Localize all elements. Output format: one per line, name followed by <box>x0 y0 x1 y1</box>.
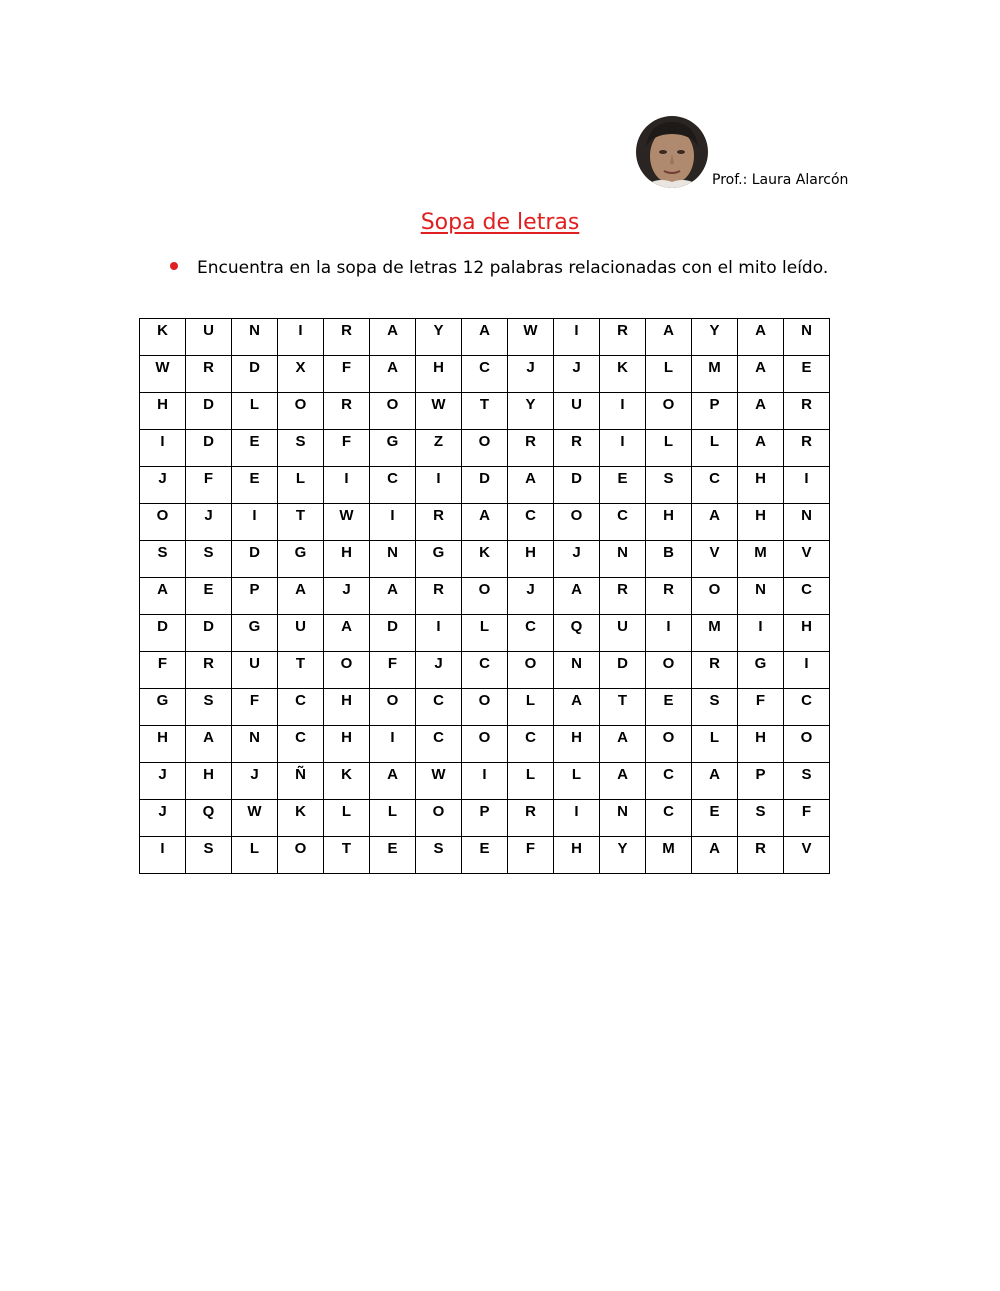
grid-cell[interactable]: H <box>738 726 784 763</box>
grid-cell[interactable]: J <box>508 578 554 615</box>
grid-row <box>140 652 830 689</box>
grid-cell[interactable]: W <box>416 763 462 800</box>
grid-cell[interactable]: A <box>462 319 508 356</box>
grid-cell[interactable]: L <box>324 800 370 837</box>
grid-cell[interactable]: K <box>600 356 646 393</box>
grid-cell[interactable]: I <box>554 319 600 356</box>
grid-cell[interactable]: R <box>554 430 600 467</box>
grid-cell[interactable]: Q <box>554 615 600 652</box>
grid-cell[interactable]: S <box>186 689 232 726</box>
grid-cell[interactable]: C <box>508 726 554 763</box>
grid-cell[interactable]: E <box>692 800 738 837</box>
grid-cell[interactable]: F <box>232 689 278 726</box>
grid-cell[interactable]: S <box>186 541 232 578</box>
grid-cell[interactable]: I <box>462 763 508 800</box>
grid-cell[interactable]: F <box>140 652 186 689</box>
grid-cell[interactable]: U <box>186 319 232 356</box>
grid-cell[interactable]: L <box>508 689 554 726</box>
grid-cell[interactable]: E <box>232 467 278 504</box>
grid-cell[interactable]: E <box>462 837 508 874</box>
grid-cell[interactable]: A <box>738 430 784 467</box>
grid-row <box>140 319 830 356</box>
grid-cell[interactable]: L <box>462 615 508 652</box>
grid-cell[interactable]: D <box>232 541 278 578</box>
grid-cell[interactable]: W <box>416 393 462 430</box>
grid-cell[interactable]: D <box>370 615 416 652</box>
grid-cell[interactable]: Y <box>600 837 646 874</box>
grid-cell[interactable]: T <box>278 652 324 689</box>
grid-cell[interactable]: L <box>232 393 278 430</box>
grid-cell[interactable]: R <box>416 578 462 615</box>
grid-cell[interactable]: A <box>646 319 692 356</box>
grid-row <box>140 504 830 541</box>
grid-cell[interactable]: H <box>554 726 600 763</box>
grid-cell[interactable]: S <box>692 689 738 726</box>
grid-cell[interactable]: N <box>738 578 784 615</box>
grid-cell[interactable]: D <box>554 467 600 504</box>
grid-cell[interactable]: K <box>278 800 324 837</box>
grid-cell[interactable]: H <box>554 837 600 874</box>
grid-cell[interactable]: T <box>324 837 370 874</box>
grid-cell[interactable]: P <box>462 800 508 837</box>
grid-cell[interactable]: L <box>278 467 324 504</box>
grid-cell[interactable]: A <box>370 763 416 800</box>
grid-cell[interactable]: F <box>324 430 370 467</box>
page-title: Sopa de letras <box>420 210 580 235</box>
grid-cell[interactable]: D <box>232 356 278 393</box>
grid-cell[interactable]: A <box>508 467 554 504</box>
grid-cell[interactable]: C <box>784 689 830 726</box>
grid-cell[interactable]: O <box>462 689 508 726</box>
grid-cell[interactable]: D <box>140 615 186 652</box>
grid-cell[interactable]: A <box>554 578 600 615</box>
grid-cell[interactable]: H <box>646 504 692 541</box>
grid-cell[interactable]: W <box>140 356 186 393</box>
grid-cell[interactable]: O <box>278 837 324 874</box>
grid-cell[interactable]: J <box>508 356 554 393</box>
grid-cell[interactable]: L <box>554 763 600 800</box>
grid-cell[interactable]: L <box>508 763 554 800</box>
grid-cell[interactable]: R <box>324 319 370 356</box>
grid-cell[interactable]: Z <box>416 430 462 467</box>
grid-cell[interactable]: A <box>600 763 646 800</box>
grid-row <box>140 578 830 615</box>
grid-cell[interactable]: L <box>646 356 692 393</box>
grid-row <box>140 356 830 393</box>
grid-cell[interactable]: U <box>278 615 324 652</box>
grid-cell[interactable]: H <box>738 467 784 504</box>
grid-cell[interactable]: G <box>370 430 416 467</box>
grid-cell[interactable]: A <box>140 578 186 615</box>
grid-row <box>140 467 830 504</box>
grid-cell[interactable]: H <box>784 615 830 652</box>
grid-row <box>140 837 830 874</box>
grid-cell[interactable]: C <box>508 615 554 652</box>
grid-cell[interactable]: I <box>554 800 600 837</box>
grid-cell[interactable]: R <box>600 319 646 356</box>
instruction-text: Encuentra en la sopa de letras 12 palabras relacionadas con el mito leído. <box>197 258 829 278</box>
grid-cell[interactable]: C <box>600 504 646 541</box>
grid-cell[interactable]: I <box>600 393 646 430</box>
grid-cell[interactable]: R <box>784 393 830 430</box>
grid-row <box>140 689 830 726</box>
grid-cell[interactable]: J <box>140 467 186 504</box>
grid-row <box>140 763 830 800</box>
grid-cell[interactable]: K <box>324 763 370 800</box>
grid-cell[interactable]: C <box>462 652 508 689</box>
grid-cell[interactable]: G <box>232 615 278 652</box>
grid-cell[interactable]: C <box>416 689 462 726</box>
grid-cell[interactable]: R <box>646 578 692 615</box>
grid-cell[interactable]: N <box>784 319 830 356</box>
grid-cell[interactable]: A <box>324 615 370 652</box>
grid-cell[interactable]: A <box>600 726 646 763</box>
grid-cell[interactable]: H <box>416 356 462 393</box>
grid-cell[interactable]: D <box>600 652 646 689</box>
grid-cell[interactable]: Y <box>692 319 738 356</box>
grid-cell[interactable]: I <box>416 467 462 504</box>
grid-cell[interactable]: C <box>508 504 554 541</box>
grid-cell[interactable]: K <box>140 319 186 356</box>
grid-cell[interactable]: J <box>186 504 232 541</box>
grid-cell[interactable]: J <box>554 541 600 578</box>
grid-row <box>140 800 830 837</box>
grid-cell[interactable]: A <box>738 319 784 356</box>
grid-cell[interactable]: A <box>738 393 784 430</box>
grid-row <box>140 615 830 652</box>
grid-cell[interactable]: G <box>278 541 324 578</box>
grid-cell[interactable]: S <box>278 430 324 467</box>
grid-cell[interactable]: C <box>416 726 462 763</box>
grid-row <box>140 541 830 578</box>
grid-cell[interactable]: O <box>462 578 508 615</box>
grid-cell[interactable]: N <box>600 800 646 837</box>
grid-cell[interactable]: E <box>186 578 232 615</box>
grid-cell[interactable]: N <box>370 541 416 578</box>
grid-cell[interactable]: F <box>324 356 370 393</box>
grid-cell[interactable]: D <box>186 430 232 467</box>
grid-cell[interactable]: R <box>738 837 784 874</box>
grid-cell[interactable]: R <box>508 800 554 837</box>
grid-cell[interactable]: J <box>232 763 278 800</box>
grid-cell[interactable]: F <box>186 467 232 504</box>
grid-cell[interactable]: V <box>784 837 830 874</box>
grid-cell[interactable]: S <box>186 837 232 874</box>
grid-cell[interactable]: I <box>370 504 416 541</box>
grid-cell[interactable]: S <box>416 837 462 874</box>
grid-cell[interactable]: M <box>692 356 738 393</box>
grid-cell[interactable]: N <box>600 541 646 578</box>
grid-cell[interactable]: T <box>600 689 646 726</box>
grid-cell[interactable]: O <box>646 393 692 430</box>
grid-row <box>140 726 830 763</box>
grid-cell[interactable]: O <box>324 652 370 689</box>
grid-cell[interactable]: C <box>646 763 692 800</box>
grid-cell[interactable]: H <box>508 541 554 578</box>
grid-cell[interactable]: E <box>646 689 692 726</box>
grid-cell[interactable]: O <box>416 800 462 837</box>
grid-cell[interactable]: O <box>278 393 324 430</box>
grid-cell[interactable]: R <box>600 578 646 615</box>
grid-cell[interactable]: W <box>324 504 370 541</box>
grid-cell[interactable]: P <box>738 763 784 800</box>
grid-cell[interactable]: I <box>278 319 324 356</box>
grid-cell[interactable]: I <box>140 837 186 874</box>
grid-cell[interactable]: E <box>370 837 416 874</box>
grid-cell[interactable]: I <box>646 615 692 652</box>
grid-row <box>140 393 830 430</box>
grid-cell[interactable]: H <box>324 541 370 578</box>
grid-cell[interactable]: M <box>692 615 738 652</box>
grid-cell[interactable]: K <box>462 541 508 578</box>
grid-cell[interactable]: A <box>370 578 416 615</box>
grid-cell[interactable]: O <box>140 504 186 541</box>
grid-cell[interactable]: L <box>370 800 416 837</box>
grid-cell[interactable]: R <box>186 356 232 393</box>
grid-cell[interactable]: O <box>508 652 554 689</box>
grid-cell[interactable]: L <box>692 430 738 467</box>
grid-cell[interactable]: O <box>784 726 830 763</box>
grid-cell[interactable]: E <box>784 356 830 393</box>
grid-cell[interactable]: B <box>646 541 692 578</box>
grid-cell[interactable]: J <box>140 763 186 800</box>
grid-cell[interactable]: A <box>692 763 738 800</box>
grid-cell[interactable]: H <box>738 504 784 541</box>
grid-cell[interactable]: A <box>692 504 738 541</box>
grid-cell[interactable]: Ñ <box>278 763 324 800</box>
grid-cell[interactable]: T <box>278 504 324 541</box>
grid-cell[interactable]: I <box>370 726 416 763</box>
grid-cell[interactable]: C <box>278 689 324 726</box>
grid-cell[interactable]: S <box>784 763 830 800</box>
grid-cell[interactable]: E <box>600 467 646 504</box>
grid-cell[interactable]: C <box>370 467 416 504</box>
grid-cell[interactable]: J <box>416 652 462 689</box>
grid-cell[interactable]: M <box>646 837 692 874</box>
grid-cell[interactable]: Y <box>508 393 554 430</box>
grid-cell[interactable]: I <box>140 430 186 467</box>
grid-cell[interactable]: M <box>738 541 784 578</box>
grid-cell[interactable]: V <box>784 541 830 578</box>
grid-cell[interactable]: A <box>370 319 416 356</box>
grid-cell[interactable]: H <box>324 689 370 726</box>
grid-cell[interactable]: R <box>692 652 738 689</box>
grid-cell[interactable]: L <box>692 726 738 763</box>
grid-cell[interactable]: R <box>186 652 232 689</box>
grid-cell[interactable]: I <box>416 615 462 652</box>
grid-cell[interactable]: R <box>508 430 554 467</box>
grid-cell[interactable]: R <box>324 393 370 430</box>
grid-cell[interactable]: A <box>186 726 232 763</box>
grid-cell[interactable]: I <box>324 467 370 504</box>
grid-cell[interactable]: R <box>416 504 462 541</box>
grid-cell[interactable]: F <box>508 837 554 874</box>
grid-cell[interactable]: E <box>232 430 278 467</box>
grid-cell[interactable]: I <box>232 504 278 541</box>
bullet-icon <box>170 262 178 270</box>
grid-cell[interactable]: N <box>784 504 830 541</box>
grid-cell[interactable]: R <box>784 430 830 467</box>
instruction <box>170 258 828 278</box>
grid-cell[interactable]: P <box>692 393 738 430</box>
grid-cell[interactable]: T <box>462 393 508 430</box>
grid-cell[interactable]: F <box>370 652 416 689</box>
grid-cell[interactable]: G <box>738 652 784 689</box>
grid-cell[interactable]: S <box>646 467 692 504</box>
grid-cell[interactable]: V <box>692 541 738 578</box>
grid-cell[interactable]: D <box>462 467 508 504</box>
grid-cell[interactable]: O <box>370 689 416 726</box>
grid-cell[interactable]: H <box>186 763 232 800</box>
grid-cell[interactable]: O <box>554 504 600 541</box>
grid-cell[interactable]: P <box>232 578 278 615</box>
grid-cell[interactable]: A <box>278 578 324 615</box>
grid-cell[interactable]: G <box>416 541 462 578</box>
grid-cell[interactable]: D <box>186 393 232 430</box>
grid-cell[interactable]: I <box>784 652 830 689</box>
grid-cell[interactable]: I <box>784 467 830 504</box>
grid-cell[interactable]: N <box>232 726 278 763</box>
grid-cell[interactable]: O <box>462 430 508 467</box>
grid-cell[interactable]: Y <box>416 319 462 356</box>
grid-cell[interactable]: O <box>646 652 692 689</box>
grid-cell[interactable]: J <box>324 578 370 615</box>
grid-cell[interactable]: W <box>232 800 278 837</box>
grid-cell[interactable]: O <box>462 726 508 763</box>
grid-cell[interactable]: F <box>784 800 830 837</box>
grid-cell[interactable]: O <box>692 578 738 615</box>
grid-cell[interactable]: C <box>692 467 738 504</box>
grid-cell[interactable]: U <box>600 615 646 652</box>
grid-cell[interactable]: J <box>140 800 186 837</box>
grid-cell[interactable]: C <box>462 356 508 393</box>
grid-cell[interactable]: S <box>140 541 186 578</box>
grid-row <box>140 430 830 467</box>
grid-cell[interactable]: S <box>738 800 784 837</box>
grid-cell[interactable]: U <box>232 652 278 689</box>
grid-cell[interactable]: F <box>738 689 784 726</box>
grid-cell[interactable]: Q <box>186 800 232 837</box>
grid-cell[interactable]: G <box>140 689 186 726</box>
grid-cell[interactable]: J <box>554 356 600 393</box>
grid-cell[interactable]: A <box>370 356 416 393</box>
grid-cell[interactable]: O <box>646 726 692 763</box>
grid-cell[interactable]: H <box>140 393 186 430</box>
grid-cell[interactable]: L <box>232 837 278 874</box>
grid-cell[interactable]: C <box>646 800 692 837</box>
grid-cell[interactable]: I <box>738 615 784 652</box>
grid-cell[interactable]: A <box>738 356 784 393</box>
teacher-name: Prof.: Laura Alarcón <box>712 172 849 188</box>
grid-cell[interactable]: O <box>370 393 416 430</box>
grid-cell[interactable]: A <box>462 504 508 541</box>
grid-cell[interactable]: C <box>278 726 324 763</box>
grid-cell[interactable]: I <box>600 430 646 467</box>
grid-cell[interactable]: L <box>646 430 692 467</box>
grid-cell[interactable]: D <box>186 615 232 652</box>
grid-cell[interactable]: A <box>692 837 738 874</box>
grid-cell[interactable]: W <box>508 319 554 356</box>
word-search-grid <box>139 318 830 874</box>
grid-cell[interactable]: A <box>554 689 600 726</box>
grid-cell[interactable]: C <box>784 578 830 615</box>
grid-cell[interactable]: N <box>554 652 600 689</box>
grid-cell[interactable]: H <box>324 726 370 763</box>
teacher-photo-icon <box>636 116 708 188</box>
grid-cell[interactable]: H <box>140 726 186 763</box>
grid-cell[interactable]: U <box>554 393 600 430</box>
grid-cell[interactable]: X <box>278 356 324 393</box>
grid-cell[interactable]: N <box>232 319 278 356</box>
